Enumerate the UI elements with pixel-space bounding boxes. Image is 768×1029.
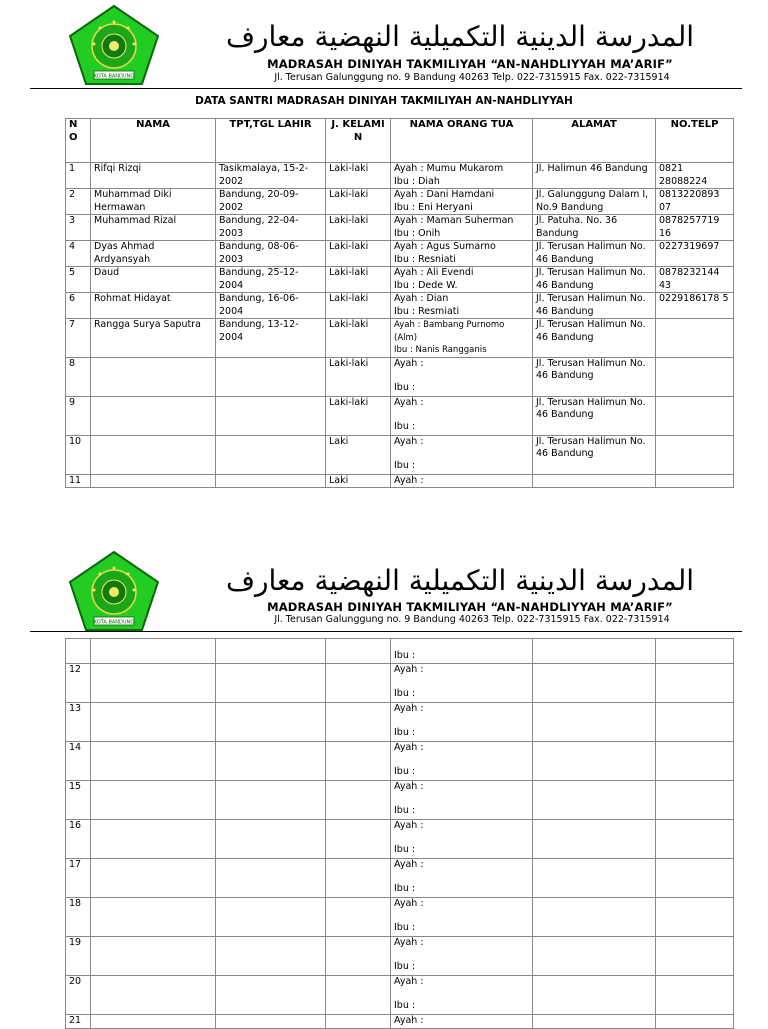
student-name xyxy=(91,357,216,396)
row-number: 6 xyxy=(66,293,91,319)
father-name: Ayah : xyxy=(394,741,424,753)
table-row xyxy=(66,267,734,293)
birth-place-date xyxy=(216,1014,326,1028)
row-number: 15 xyxy=(66,780,91,819)
row-number: 20 xyxy=(66,975,91,1014)
mother-name: Ibu : xyxy=(394,460,416,471)
phone-number: 0813220893 07 xyxy=(656,189,734,215)
parents-names xyxy=(391,474,533,488)
school-address: Jl. Terusan Galunggung no. 9 Bandung 40263 Telp. 022-7315915 Fax. 022-7315914 xyxy=(274,72,670,83)
table-row xyxy=(66,1014,734,1028)
father-name: Ayah : xyxy=(394,780,424,792)
student-name xyxy=(91,897,216,936)
mother-name: Ibu : xyxy=(394,382,416,393)
phone-number xyxy=(656,819,734,858)
birth-place-date: Bandung, 13-12-2004 xyxy=(216,319,326,358)
col-header-nama: NAMA xyxy=(91,119,216,163)
row-number: 2 xyxy=(66,189,91,215)
table-row xyxy=(66,975,734,1014)
gender xyxy=(326,639,391,664)
mother-name: Ibu : xyxy=(394,922,416,933)
birth-place-date: Bandung, 20-09-2002 xyxy=(216,189,326,215)
student-name: Rohmat Hidayat xyxy=(91,293,216,319)
phone-number xyxy=(656,741,734,780)
address: Jl. Terusan Halimun No. 46 Bandung xyxy=(533,241,656,267)
col-header-orang-tua: NAMA ORANG TUA xyxy=(391,119,533,163)
father-name: Ayah : xyxy=(394,858,424,870)
birth-place-date: Bandung, 16-06-2004 xyxy=(216,293,326,319)
phone-number xyxy=(656,702,734,741)
parents-names xyxy=(391,858,533,897)
table-row xyxy=(66,241,734,267)
student-name xyxy=(91,936,216,975)
school-name: MADRASAH DINIYAH TAKMILIYAH “AN-NAHDLIYYAH MA’ARIF” xyxy=(267,600,673,614)
row-number: 13 xyxy=(66,702,91,741)
gender: Laki-laki xyxy=(326,357,391,396)
birth-place-date xyxy=(216,741,326,780)
father-name: Ayah : Agus Sumarno xyxy=(394,241,496,252)
student-name xyxy=(91,975,216,1014)
col-header-no: N O xyxy=(66,119,91,163)
table-row xyxy=(66,215,734,241)
table-row xyxy=(66,741,734,780)
mother-name: Ibu : xyxy=(394,844,416,855)
parents-names xyxy=(391,357,533,396)
mother-name: Ibu : xyxy=(394,421,416,432)
row-number: 3 xyxy=(66,215,91,241)
student-name xyxy=(91,435,216,474)
gender: Laki-laki xyxy=(326,189,391,215)
phone-number: 0878232144 43 xyxy=(656,267,734,293)
mother-name: Ibu : xyxy=(394,650,416,661)
letterhead-page-2 xyxy=(0,546,768,636)
school-address: Jl. Terusan Galunggung no. 9 Bandung 40263 Telp. 022-7315915 Fax. 022-7315914 xyxy=(274,614,670,625)
table-row xyxy=(66,396,734,435)
row-number: 21 xyxy=(66,1014,91,1028)
phone-number: 0878257719 16 xyxy=(656,215,734,241)
father-name: Ayah : xyxy=(394,702,424,714)
row-number xyxy=(66,639,91,664)
birth-place-date xyxy=(216,639,326,664)
student-name: Rifqi Rizqi xyxy=(91,163,216,189)
address: Jl. Terusan Halimun No. 46 Bandung xyxy=(533,293,656,319)
father-name: Ayah : Dani Hamdani xyxy=(394,189,495,200)
parents-names xyxy=(391,163,533,189)
row-number: 9 xyxy=(66,396,91,435)
phone-number xyxy=(656,396,734,435)
student-name xyxy=(91,396,216,435)
svg-text:KOTA BANDUNG: KOTA BANDUNG xyxy=(93,73,135,80)
mother-name: Ibu : xyxy=(394,805,416,816)
father-name: Ayah : xyxy=(394,663,424,675)
address xyxy=(533,858,656,897)
birth-place-date xyxy=(216,396,326,435)
arabic-school-name: المدرسة الدينية التكميلية النهضية معارف xyxy=(225,20,695,53)
gender: Laki-laki xyxy=(326,396,391,435)
phone-number xyxy=(656,357,734,396)
table-row xyxy=(66,435,734,474)
row-number: 17 xyxy=(66,858,91,897)
father-name: Ayah : Ali Evendi xyxy=(394,267,474,278)
phone-number xyxy=(656,474,734,488)
row-number: 8 xyxy=(66,357,91,396)
father-name: Ayah : Maman Suherman xyxy=(394,215,514,226)
father-name: Ayah : xyxy=(394,936,424,948)
student-name: Muhammad Diki Hermawan xyxy=(91,189,216,215)
address xyxy=(533,819,656,858)
birth-place-date xyxy=(216,474,326,488)
birth-place-date xyxy=(216,780,326,819)
table-row xyxy=(66,702,734,741)
gender xyxy=(326,1014,391,1028)
row-number: 12 xyxy=(66,663,91,702)
address xyxy=(533,936,656,975)
table-row xyxy=(66,858,734,897)
parents-names xyxy=(391,819,533,858)
mother-name: Ibu : Resmiati xyxy=(394,305,460,317)
address xyxy=(533,474,656,488)
row-number: 14 xyxy=(66,741,91,780)
table-row xyxy=(66,639,734,664)
mother-name: Ibu : xyxy=(394,766,416,777)
row-number: 16 xyxy=(66,819,91,858)
madrasah-logo xyxy=(68,550,160,632)
phone-number xyxy=(656,936,734,975)
birth-place-date: Bandung, 22-04-2003 xyxy=(216,215,326,241)
student-name xyxy=(91,741,216,780)
father-name: Ayah : Bambang Purnomo (Alm) xyxy=(394,320,505,343)
col-header-ttl: TPT,TGL LAHIR xyxy=(216,119,326,163)
address xyxy=(533,639,656,664)
parents-names xyxy=(391,741,533,780)
student-name xyxy=(91,702,216,741)
gender xyxy=(326,975,391,1014)
parents-names xyxy=(391,663,533,702)
mother-name: Ibu : Onih xyxy=(394,227,441,239)
gender xyxy=(326,819,391,858)
table-row xyxy=(66,357,734,396)
address: Jl. Halimun 46 Bandung xyxy=(533,163,656,189)
col-header-jk: J. KELAMI N xyxy=(326,119,391,163)
gender xyxy=(326,663,391,702)
table-row xyxy=(66,189,734,215)
student-name: Daud xyxy=(91,267,216,293)
header-divider xyxy=(30,88,742,89)
mother-name: Ibu : Resniati xyxy=(394,253,456,265)
mother-name: Ibu : xyxy=(394,688,416,699)
row-number: 18 xyxy=(66,897,91,936)
row-number: 7 xyxy=(66,319,91,358)
table-row xyxy=(66,780,734,819)
gender xyxy=(326,741,391,780)
gender: Laki-laki xyxy=(326,163,391,189)
phone-number: 0229186178 5 xyxy=(656,293,734,319)
father-name: Ayah : xyxy=(394,897,424,909)
address xyxy=(533,702,656,741)
phone-number xyxy=(656,858,734,897)
gender: Laki-laki xyxy=(326,293,391,319)
birth-place-date: Bandung, 25-12-2004 xyxy=(216,267,326,293)
row-number: 11 xyxy=(66,474,91,488)
address: Jl. Terusan Halimun No. 46 Bandung xyxy=(533,267,656,293)
row-number: 19 xyxy=(66,936,91,975)
birth-place-date xyxy=(216,663,326,702)
student-name: Dyas Ahmad Ardyansyah xyxy=(91,241,216,267)
address xyxy=(533,741,656,780)
father-name: Ayah : xyxy=(394,435,424,447)
student-name xyxy=(91,1014,216,1028)
address: Jl. Terusan Halimun No. 46 Bandung xyxy=(533,435,656,474)
phone-number xyxy=(656,975,734,1014)
student-name xyxy=(91,858,216,897)
mother-name: Ibu : xyxy=(394,961,416,972)
svg-text:KOTA BANDUNG: KOTA BANDUNG xyxy=(93,619,135,626)
table-header-row xyxy=(66,119,734,163)
parents-names xyxy=(391,897,533,936)
father-name: Ayah : xyxy=(394,357,424,369)
phone-number xyxy=(656,1014,734,1028)
student-name xyxy=(91,663,216,702)
parents-names xyxy=(391,293,533,319)
mother-name: Ibu : Nanis Rangganis xyxy=(394,345,487,355)
col-header-telp: NO.TELP xyxy=(656,119,734,163)
student-name xyxy=(91,780,216,819)
father-name: Ayah : xyxy=(394,396,424,408)
father-name: Ayah : Mumu Mukarom xyxy=(394,163,504,174)
table-row xyxy=(66,319,734,358)
gender xyxy=(326,780,391,819)
parents-names xyxy=(391,1014,533,1028)
phone-number xyxy=(656,897,734,936)
parents-names xyxy=(391,936,533,975)
gender: Laki-laki xyxy=(326,215,391,241)
arabic-school-name: المدرسة الدينية التكميلية النهضية معارف xyxy=(225,564,695,597)
phone-number xyxy=(656,319,734,358)
table-row xyxy=(66,163,734,189)
document-title: DATA SANTRI MADRASAH DINIYAH TAKMILIYAH AN-NAHDLIYYAH xyxy=(195,95,573,107)
school-name: MADRASAH DINIYAH TAKMILIYAH “AN-NAHDLIYYAH MA’ARIF” xyxy=(267,57,673,71)
address: Jl. Terusan Halimun No. 46 Bandung xyxy=(533,396,656,435)
phone-number: 0821 28088224 xyxy=(656,163,734,189)
address: Jl. Patuha. No. 36 Bandung xyxy=(533,215,656,241)
madrasah-logo xyxy=(68,4,160,86)
birth-place-date: Tasikmalaya, 15-2-2002 xyxy=(216,163,326,189)
student-name xyxy=(91,474,216,488)
table-row xyxy=(66,897,734,936)
father-name: Ayah : xyxy=(394,474,424,486)
table-row xyxy=(66,819,734,858)
table-row xyxy=(66,663,734,702)
gender: Laki xyxy=(326,435,391,474)
gender xyxy=(326,858,391,897)
parents-names xyxy=(391,319,533,358)
parents-names xyxy=(391,435,533,474)
logo xyxy=(68,550,160,632)
gender xyxy=(326,936,391,975)
parents-names xyxy=(391,639,533,664)
birth-place-date xyxy=(216,936,326,975)
gender: Laki-laki xyxy=(326,319,391,358)
gender: Laki-laki xyxy=(326,241,391,267)
parents-names xyxy=(391,975,533,1014)
address: Jl. Galunggung Dalam I, No.9 Bandung xyxy=(533,189,656,215)
phone-number xyxy=(656,663,734,702)
table-row xyxy=(66,474,734,488)
address xyxy=(533,897,656,936)
address xyxy=(533,1014,656,1028)
letterhead-page-1 xyxy=(0,0,768,90)
col-header-alamat: ALAMAT xyxy=(533,119,656,163)
row-number: 4 xyxy=(66,241,91,267)
gender: Laki xyxy=(326,474,391,488)
student-name xyxy=(91,639,216,664)
table-row xyxy=(66,936,734,975)
phone-number xyxy=(656,435,734,474)
row-number: 1 xyxy=(66,163,91,189)
mother-name: Ibu : xyxy=(394,883,416,894)
row-number: 5 xyxy=(66,267,91,293)
birth-place-date xyxy=(216,897,326,936)
logo xyxy=(68,4,160,86)
parents-names xyxy=(391,780,533,819)
students-table-page-2 xyxy=(65,638,734,1029)
birth-place-date xyxy=(216,858,326,897)
phone-number: 0227319697 xyxy=(656,241,734,267)
student-name: Muhammad Rizal xyxy=(91,215,216,241)
header-divider xyxy=(30,631,742,632)
mother-name: Ibu : Diah xyxy=(394,175,440,187)
parents-names xyxy=(391,189,533,215)
birth-place-date xyxy=(216,819,326,858)
address xyxy=(533,780,656,819)
address: Jl. Terusan Halimun No. 46 Bandung xyxy=(533,357,656,396)
father-name: Ayah : xyxy=(394,1014,424,1026)
birth-place-date: Bandung, 08-06-2003 xyxy=(216,241,326,267)
father-name: Ayah : xyxy=(394,819,424,831)
parents-names xyxy=(391,702,533,741)
phone-number xyxy=(656,639,734,664)
father-name: Ayah : Dian xyxy=(394,293,449,304)
gender xyxy=(326,702,391,741)
parents-names xyxy=(391,267,533,293)
mother-name: Ibu : Eni Heryani xyxy=(394,201,473,213)
row-number: 10 xyxy=(66,435,91,474)
birth-place-date xyxy=(216,357,326,396)
student-name: Rangga Surya Saputra xyxy=(91,319,216,358)
mother-name: Ibu : xyxy=(394,727,416,738)
birth-place-date xyxy=(216,702,326,741)
gender xyxy=(326,897,391,936)
birth-place-date xyxy=(216,435,326,474)
students-table-page-1 xyxy=(65,118,734,488)
mother-name: Ibu : Dede W. xyxy=(394,279,458,291)
parents-names xyxy=(391,215,533,241)
phone-number xyxy=(656,780,734,819)
address xyxy=(533,663,656,702)
mother-name: Ibu : xyxy=(394,1000,416,1011)
table-row xyxy=(66,293,734,319)
parents-names xyxy=(391,241,533,267)
parents-names xyxy=(391,396,533,435)
address xyxy=(533,975,656,1014)
address: Jl. Terusan Halimun No. 46 Bandung xyxy=(533,319,656,358)
father-name: Ayah : xyxy=(394,975,424,987)
birth-place-date xyxy=(216,975,326,1014)
student-name xyxy=(91,819,216,858)
gender: Laki-laki xyxy=(326,267,391,293)
